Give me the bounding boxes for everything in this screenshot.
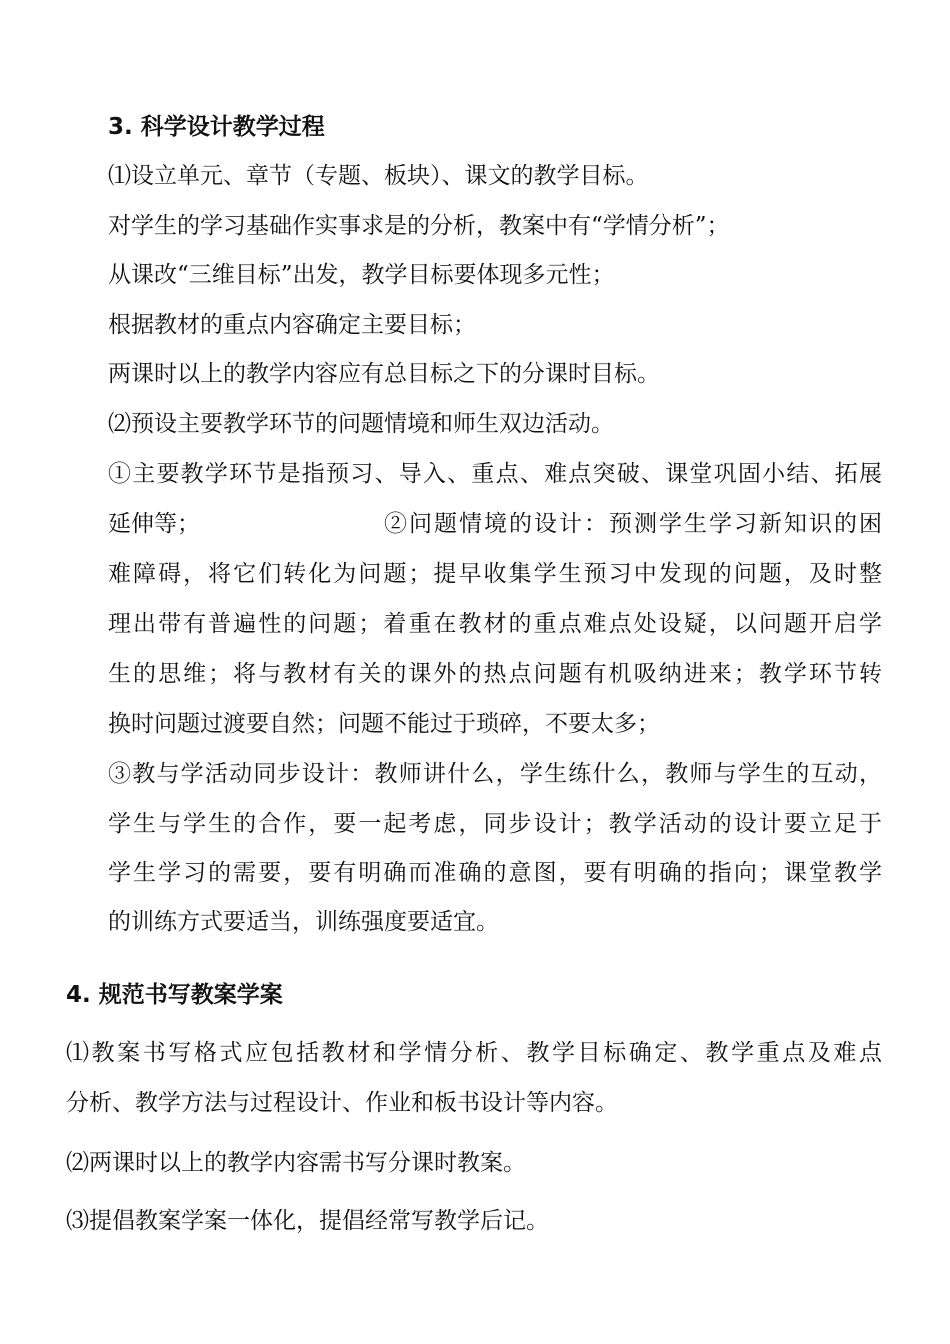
item-2: ⑵预设主要教学环节的问题情境和师生双边活动。 [108,411,614,437]
section-4-heading: 4. 规范书写教案学案 [66,982,283,1008]
circled-item-3-line-4: 的训练方式要适当，训练强度要适宜。 [108,909,499,935]
circled-item-2-line-2: 难障碍，将它们转化为问题；提早收集学生预习中发现的问题，及时整 [108,561,882,587]
circled-item-1-line-2: 延伸等； [108,511,200,537]
circled-item-3-line-1: ③教与学活动同步设计：教师讲什么，学生练什么，教师与学生的互动， [108,761,882,787]
section-3-heading: 3. 科学设计教学过程 [108,114,325,140]
section-4-item-1-line-2: 分析、教学方法与过程设计、作业和板书设计等内容。 [66,1090,618,1116]
section-4-item-2: ⑵两课时以上的教学内容需书写分课时教案。 [66,1150,526,1176]
item-1: ⑴设立单元、章节（专题、板块）、课文的教学目标。 [108,163,649,189]
circled-item-1-line-1: ①主要教学环节是指预习、导入、重点、难点突破、课堂巩固小结、拓展 [108,461,882,487]
circled-item-2-line-3: 理出带有普遍性的问题；着重在教材的重点难点处设疑，以问题开启学 [108,611,882,637]
section-4-item-3: ⑶提倡教案学案一体化，提倡经常写教学后记。 [66,1208,549,1234]
circled-item-3-line-3: 学生学习的需要，要有明确而准确的意图，要有明确的指向；课堂教学 [108,860,882,886]
circled-item-2-line-1: ②问题情境的设计：预测学生学习新知识的困 [384,511,882,537]
sub-item-3: 根据教材的重点内容确定主要目标； [108,312,476,338]
section-4-item-1-line-1: ⑴教案书写格式应包括教材和学情分析、教学目标确定、教学重点及难点 [66,1040,882,1066]
sub-item-2: 从课改“三维目标”出发，教学目标要体现多元性； [108,262,615,288]
sub-item-1: 对学生的学习基础作实事求是的分析，教案中有“学情分析”； [108,213,730,239]
circled-item-2-line-4: 生的思维；将与教材有关的课外的热点问题有机吸纳进来；教学环节转 [108,661,882,687]
circled-item-3-line-2: 学生与学生的合作，要一起考虑，同步设计；教学活动的设计要立足于 [108,811,882,837]
sub-item-4: 两课时以上的教学内容应有总目标之下的分课时目标。 [108,361,660,387]
circled-item-2-line-5: 换时问题过渡要自然；问题不能过于琐碎，不要太多； [108,711,660,737]
